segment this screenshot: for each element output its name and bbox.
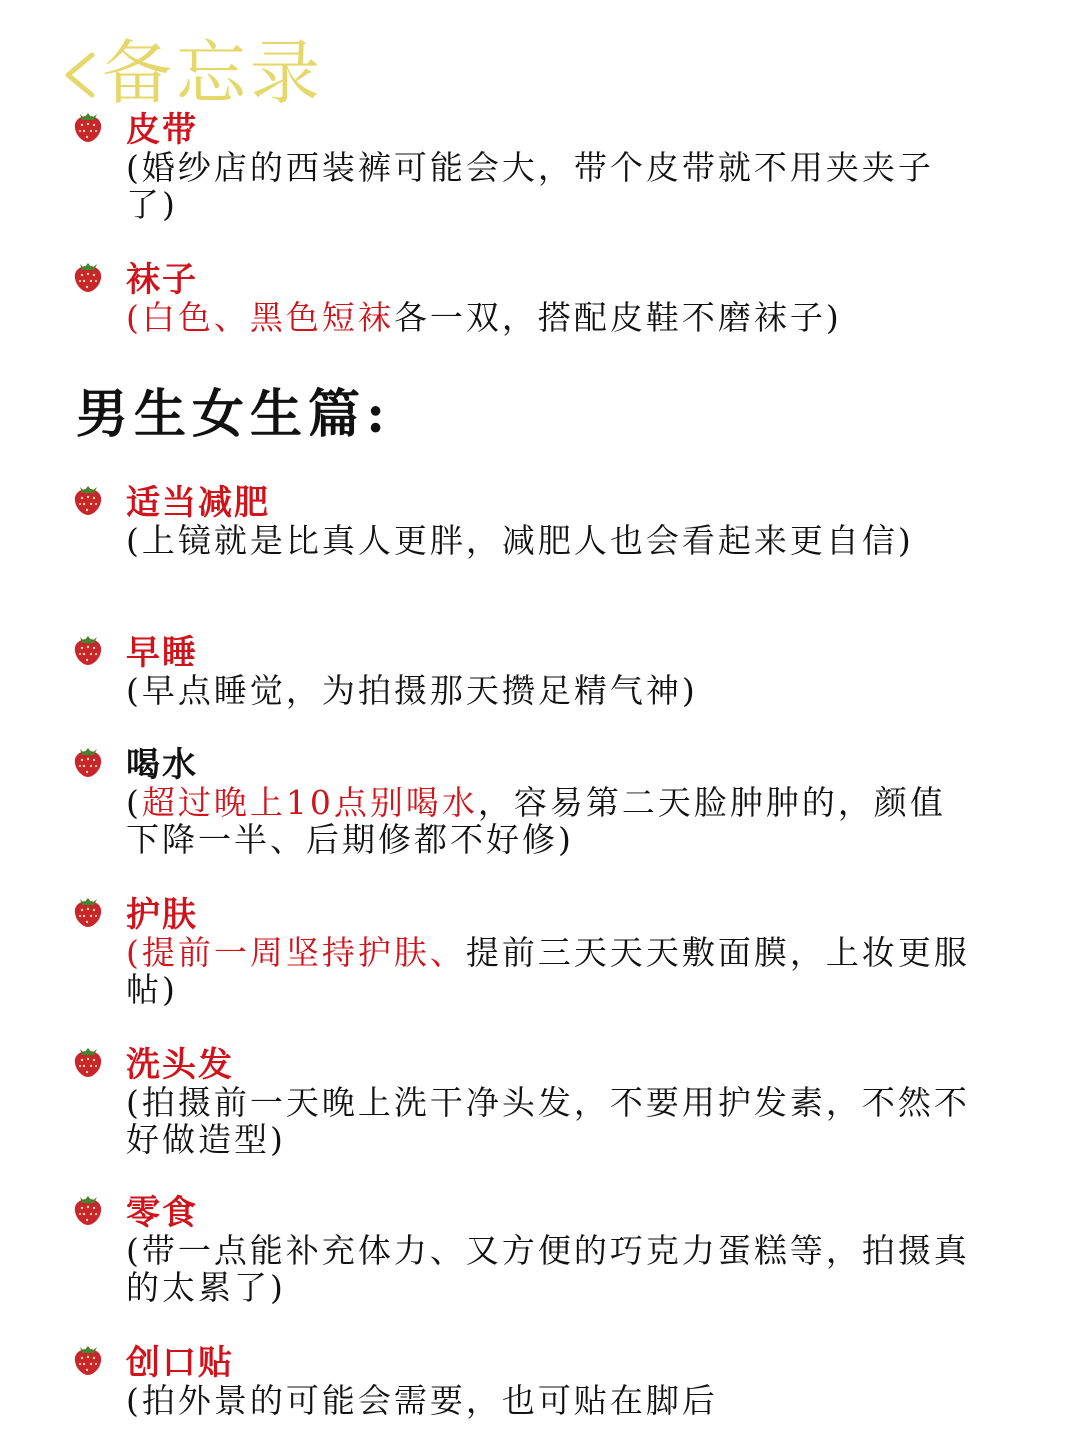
back-chevron-icon[interactable]: [58, 43, 102, 103]
memo-item: [70, 740, 970, 858]
memo-item-description: [126, 784, 976, 858]
memo-item-description: [126, 1232, 976, 1306]
memo-item-name: 洗头发: [126, 1044, 234, 1085]
memo-item-desc-highlight: (白色、黑色短袜: [126, 298, 394, 337]
memo-item-desc-text: (拍摄前一天晚上洗干净头发，不要用护发素，不然不好做造型): [126, 1083, 970, 1159]
memo-item-desc-text: (婚纱店的西装裤可能会大，带个皮带就不用夹夹子了): [126, 148, 934, 224]
memo-item: [70, 478, 970, 559]
memo-item-name: 皮带: [126, 109, 198, 150]
memo-item-description: [126, 149, 976, 223]
memo-item-header: [70, 740, 970, 785]
memo-item-desc-text: 提前三天天天敷面膜，上妆更服帖): [126, 933, 970, 1009]
memo-item-name: 袜子: [126, 259, 198, 300]
memo-item: [70, 1188, 970, 1306]
memo-item: [70, 890, 970, 1008]
memo-item: [70, 1338, 970, 1419]
memo-item-description: [126, 1382, 976, 1419]
strawberry-icon: [70, 108, 106, 144]
memo-item-name: 早睡: [126, 632, 198, 673]
memo-item-description: [126, 672, 976, 709]
memo-item-header: [70, 1188, 970, 1233]
memo-item-header: [70, 478, 970, 523]
section-title: 男生女生篇:: [76, 384, 392, 445]
memo-item: [70, 255, 970, 336]
memo-item-name: 适当减肥: [126, 482, 270, 523]
memo-item-desc-text: 各一双，搭配皮鞋不磨袜子): [393, 298, 842, 337]
strawberry-icon: [70, 1043, 106, 1079]
memo-item-header: [70, 890, 970, 935]
memo-item-desc-text: (上镜就是比真人更胖，减肥人也会看起来更自信): [126, 521, 914, 560]
memo-item-description: [126, 299, 976, 336]
memo-item-name: 喝水: [126, 744, 198, 785]
memo-item-name: 创口贴: [126, 1342, 234, 1383]
memo-item-desc-prefix: (: [126, 783, 142, 822]
memo-item-name: 零食: [126, 1192, 198, 1233]
memo-item-description: [126, 1084, 976, 1158]
memo-item-desc-text: ，容易第二天脸肿肿的，颜值下降一半、后期修都不好修): [126, 783, 946, 859]
memo-item-description: [126, 934, 976, 1008]
memo-item-desc-text: (带一点能补充体力、又方便的巧克力蛋糕等，拍摄真的太累了): [126, 1231, 970, 1307]
memo-item-header: [70, 105, 970, 150]
memo-item-desc-text: (早点睡觉，为拍摄那天攒足精气神): [126, 671, 698, 710]
memo-item-description: [126, 522, 976, 559]
strawberry-icon: [70, 481, 106, 517]
memo-item-header: [70, 1338, 970, 1383]
strawberry-icon: [70, 1191, 106, 1227]
page-title: 备忘录: [102, 32, 324, 114]
strawberry-icon: [70, 258, 106, 294]
memo-item-desc-text: (拍外景的可能会需要，也可贴在脚后: [126, 1381, 718, 1420]
memo-item-header: [70, 255, 970, 300]
memo-item: [70, 105, 970, 223]
memo-item-desc-highlight: 超过晚上10点别喝水: [141, 783, 478, 822]
strawberry-icon: [70, 1341, 106, 1377]
memo-item-header: [70, 628, 970, 673]
memo-item-header: [70, 1040, 970, 1085]
strawberry-icon: [70, 743, 106, 779]
strawberry-icon: [70, 893, 106, 929]
memo-item-name: 护肤: [126, 894, 198, 935]
memo-item: [70, 1040, 970, 1158]
strawberry-icon: [70, 631, 106, 667]
memo-item-desc-highlight: (提前一周坚持护肤、: [126, 933, 466, 972]
memo-item: [70, 628, 970, 709]
